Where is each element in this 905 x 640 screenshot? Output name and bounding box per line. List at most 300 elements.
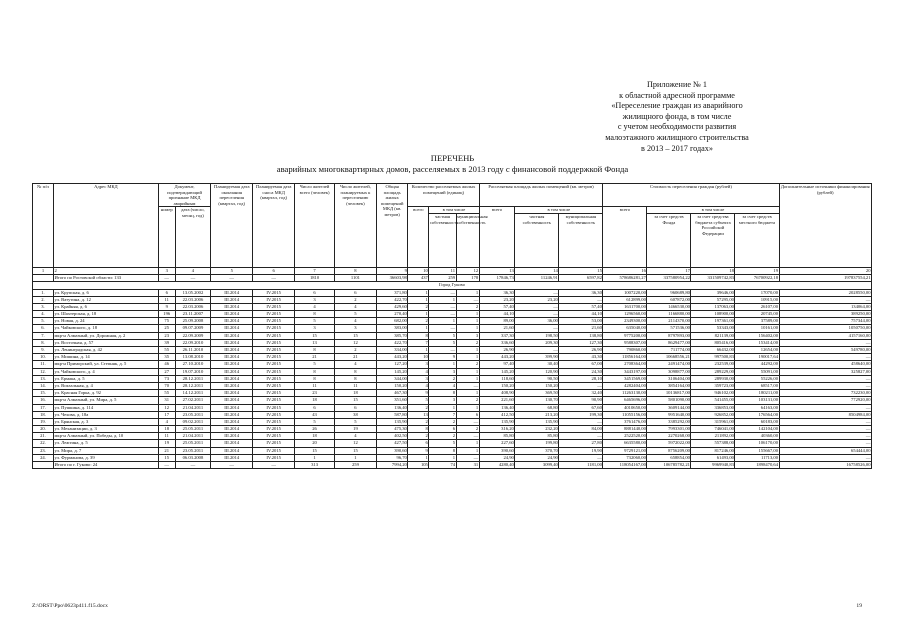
- table-cell: 134064,00: [779, 303, 871, 310]
- table-cell: 7: [429, 411, 456, 418]
- table-cell: 757344,00: [779, 318, 871, 325]
- table-cell: 145,20: [479, 368, 515, 375]
- table-row: [33, 311, 872, 318]
- table-cell: 2: [334, 347, 376, 354]
- table-cell: Итого по г. Гуково: 24: [53, 462, 158, 469]
- table-cell: 5: [429, 339, 456, 346]
- table-cell: 232,20: [515, 426, 559, 433]
- table-cell: ул. Крайняя, д. 6: [53, 303, 158, 310]
- table-cell: 2: [456, 397, 479, 404]
- table-cell: 103131,00: [735, 397, 779, 404]
- table-cell: 190017,64: [735, 354, 779, 361]
- table-cell: —: [559, 454, 603, 461]
- table-cell: 443,20: [376, 354, 407, 361]
- table-cell: 1: [456, 318, 479, 325]
- table-cell: 11713,00: [735, 454, 779, 461]
- table-cell: IV.2015: [253, 311, 295, 318]
- table-cell: 8: [429, 390, 456, 397]
- table-cell: 4: [334, 318, 376, 325]
- header-cost-local: за счет средств местного бюджета: [735, 213, 779, 267]
- header-cost: Стоимость переселения граждан (рублей): [603, 184, 779, 207]
- header-rooms-incl: в том числе: [429, 207, 479, 214]
- table-cell: 4: [334, 303, 376, 310]
- table-cell: 3: [295, 325, 335, 332]
- table-row: [33, 404, 872, 411]
- table-cell: 18: [334, 390, 376, 397]
- table-cell: 10668556,21: [647, 354, 691, 361]
- table-cell: —: [456, 454, 479, 461]
- table-cell: 137063,00: [691, 303, 735, 310]
- table-cell: 15: [559, 267, 603, 274]
- table-cell: ул. Крупская, д. 6: [53, 289, 158, 296]
- footer-file-path: Z:\ORST\Ppo\0623p411.f15.docx: [32, 603, 108, 609]
- table-cell: 2349300,00: [603, 318, 647, 325]
- table-cell: 9969940,83: [691, 462, 735, 469]
- table-cell: 12: [158, 404, 175, 411]
- heading-title: ПЕРЕЧЕНЬ: [430, 153, 475, 163]
- table-cell: 1181,00: [559, 462, 603, 469]
- table-cell: 90,90: [559, 397, 603, 404]
- table-cell: 635040,00: [603, 325, 647, 332]
- column-number-row: [33, 267, 872, 274]
- table-cell: 199,30: [559, 411, 603, 418]
- table-cell: 15: [334, 332, 376, 339]
- table-cell: IV.2015: [253, 397, 295, 404]
- table-cell: III.2014: [211, 390, 253, 397]
- table-cell: 6635580,00: [603, 440, 647, 447]
- table-cell: III.2014: [211, 454, 253, 461]
- table-cell: 1810: [295, 275, 335, 282]
- table-cell: 19: [334, 426, 376, 433]
- table-cell: 383,00: [376, 325, 407, 332]
- table-cell: III.2014: [211, 433, 253, 440]
- table-cell: 682,00: [376, 318, 407, 325]
- city-row: [33, 282, 872, 289]
- table-cell: 106170,00: [735, 440, 779, 447]
- table-cell: —: [559, 382, 603, 389]
- table-cell: 571536,00: [647, 325, 691, 332]
- table-cell: 75: [158, 318, 175, 325]
- table-cell: 960689,80: [647, 289, 691, 296]
- table-cell: 18: [691, 267, 735, 274]
- table-cell: 408,90: [479, 390, 515, 397]
- table-cell: ул. Лежтина, д. 5: [53, 440, 158, 447]
- table-cell: —: [429, 289, 456, 296]
- table-cell: 5: [334, 311, 376, 318]
- table-cell: 37589,00: [735, 318, 779, 325]
- table-cell: 6597,82: [559, 275, 603, 282]
- table-cell: 118054167,00: [603, 462, 647, 469]
- table-cell: 6: [429, 426, 456, 433]
- table-cell: ул. Ермака, д. 5: [53, 375, 158, 382]
- table-cell: ул. Вокзальная, д. 4: [53, 382, 158, 389]
- table-cell: 259: [429, 275, 456, 282]
- table-cell: 73: [158, 375, 175, 382]
- table-cell: 1: [456, 447, 479, 454]
- header-area-resettled: Расселяемая площадь жилых помещений (кв. метров): [479, 184, 603, 207]
- table-cell: Итого по Ростовской области: 133: [53, 275, 158, 282]
- table-cell: —: [515, 303, 559, 310]
- table-cell: 21.: [33, 433, 54, 440]
- table-cell: 2: [456, 339, 479, 346]
- table-row: [33, 397, 872, 404]
- table-cell: IV.2015: [253, 289, 295, 296]
- table-cell: 10161,00: [735, 325, 779, 332]
- table-cell: 6: [295, 289, 335, 296]
- table-cell: 127,30: [559, 339, 603, 346]
- table-cell: 3098877,00: [647, 368, 691, 375]
- table-row: [33, 339, 872, 346]
- table-cell: 11: [158, 296, 175, 303]
- table-cell: 23.11.2007: [175, 311, 211, 318]
- table-cell: 549780,00: [779, 347, 871, 354]
- table-cell: 1: [408, 454, 429, 461]
- table-cell: —: [429, 303, 456, 310]
- table-cell: 1: [456, 368, 479, 375]
- table-cell: 8629477,00: [647, 339, 691, 346]
- table-cell: 1101: [334, 275, 376, 282]
- table-cell: 1: [33, 267, 54, 274]
- table-row: [33, 454, 872, 461]
- table-cell: 4282404,00: [603, 382, 647, 389]
- table-row: [33, 418, 872, 425]
- table-cell: 9951640,00: [647, 411, 691, 418]
- table-cell: 176564,00: [735, 411, 779, 418]
- table-cell: 55226,00: [735, 375, 779, 382]
- table-cell: 1: [429, 296, 456, 303]
- table-cell: [33, 275, 54, 282]
- table-cell: 15: [158, 454, 175, 461]
- table-cell: —: [429, 311, 456, 318]
- table-cell: —: [456, 433, 479, 440]
- table-cell: 21,60: [559, 325, 603, 332]
- table-cell: —: [429, 325, 456, 332]
- table-cell: 2708364,00: [603, 361, 647, 368]
- table-cell: 28.12.2011: [175, 382, 211, 389]
- table-cell: 10: [408, 267, 429, 274]
- table-cell: 3854164,00: [647, 382, 691, 389]
- table-cell: 1: [429, 404, 456, 411]
- table-cell: 18: [295, 433, 335, 440]
- table-cell: 27,80: [559, 440, 603, 447]
- table-cell: 211892,00: [691, 433, 735, 440]
- header-doc-date: дата (число, месяц, год): [175, 207, 211, 268]
- table-cell: 135,90: [376, 418, 407, 425]
- table-cell: 25: [158, 325, 175, 332]
- table-cell: 22.09.2009: [175, 332, 211, 339]
- table-cell: 351,60: [376, 397, 407, 404]
- table-cell: 259: [334, 462, 376, 469]
- table-cell: 15: [334, 447, 376, 454]
- table-cell: 97,40: [479, 361, 515, 368]
- table-cell: 20: [295, 440, 335, 447]
- table-cell: 150,20: [479, 382, 515, 389]
- table-cell: 46: [158, 361, 175, 368]
- table-cell: 4010650,00: [603, 404, 647, 411]
- table-cell: —: [515, 289, 559, 296]
- table-cell: III.2014: [211, 411, 253, 418]
- table-cell: IV.2015: [253, 454, 295, 461]
- table-cell: 23.05.2011: [175, 411, 211, 418]
- table-cell: 5: [429, 332, 456, 339]
- table-cell: 1296560,00: [603, 311, 647, 318]
- heading-subtitle: аварийных многоквартирных домов, расселяемых в 2013 году с финансовой поддержкой Фонда: [276, 163, 629, 174]
- table-cell: 5972022,00: [647, 440, 691, 447]
- table-cell: 67,00: [559, 361, 603, 368]
- table-cell: 196: [158, 311, 175, 318]
- table-cell: —: [779, 296, 871, 303]
- table-cell: 16.: [33, 397, 54, 404]
- table-cell: III.2014: [211, 289, 253, 296]
- table-cell: 1: [295, 454, 335, 461]
- table-cell: 369,50: [515, 390, 559, 397]
- table-cell: —: [211, 462, 253, 469]
- table-cell: ул. Пушкина, д. 114: [53, 404, 158, 411]
- table-cell: 17070,00: [735, 289, 779, 296]
- table-cell: 12654,00: [735, 347, 779, 354]
- table-cell: 178: [456, 275, 479, 282]
- table-cell: 11: [429, 267, 456, 274]
- table-cell: 270,40: [376, 311, 407, 318]
- table-cell: —: [429, 347, 456, 354]
- table-cell: 32,40: [559, 390, 603, 397]
- table-cell: 2: [429, 433, 456, 440]
- table-cell: 31: [158, 397, 175, 404]
- table-cell: 1: [408, 311, 429, 318]
- table-cell: 8: [429, 447, 456, 454]
- table-cell: 2: [456, 426, 479, 433]
- table-cell: 2028550,00: [779, 289, 871, 296]
- table-cell: 399,90: [515, 354, 559, 361]
- table-cell: 3761476,00: [603, 418, 647, 425]
- table-cell: —: [158, 275, 175, 282]
- table-cell: —: [779, 433, 871, 440]
- table-cell: 13: [295, 339, 335, 346]
- table-cell: 313: [295, 462, 335, 469]
- table-cell: 654444,00: [779, 447, 871, 454]
- table-cell: III.2014: [211, 325, 253, 332]
- table-row: [33, 411, 872, 418]
- table-cell: 198,50: [515, 332, 559, 339]
- table-cell: 60183,00: [735, 418, 779, 425]
- table-cell: 1.: [33, 289, 54, 296]
- table-cell: 5: [429, 440, 456, 447]
- table-cell: 156402,00: [735, 332, 779, 339]
- appendix-line: малоэтажного жилищного строительства: [605, 132, 749, 142]
- table-cell: 5.: [33, 318, 54, 325]
- table-cell: 150,20: [515, 382, 559, 389]
- table-cell: 13.: [33, 375, 54, 382]
- table-cell: 2: [408, 303, 429, 310]
- table-cell: 8: [295, 375, 335, 382]
- header-rooms-municipal: муниципальная собственность: [456, 213, 479, 267]
- table-cell: 85,80: [479, 433, 515, 440]
- table-cell: 3: [429, 397, 456, 404]
- table-cell: 336,60: [479, 339, 515, 346]
- table-cell: 9: [158, 303, 175, 310]
- table-cell: 8797893,00: [647, 332, 691, 339]
- table-cell: 68517,00: [735, 382, 779, 389]
- table-cell: 145,20: [376, 368, 407, 375]
- table-cell: 67,60: [559, 404, 603, 411]
- table-cell: 36603,98: [376, 275, 407, 282]
- table-cell: 3385292,00: [647, 418, 691, 425]
- table-row: [33, 447, 872, 454]
- table-cell: 24,90: [479, 454, 515, 461]
- table-cell: IV.2015: [253, 433, 295, 440]
- table-row: [33, 440, 872, 447]
- header-residents: Число жителей всего (человек): [295, 184, 335, 268]
- header-rooms-private: частная собственность: [429, 213, 456, 267]
- table-cell: 09.02.2011: [175, 418, 211, 425]
- table-cell: 53,00: [559, 318, 603, 325]
- header-rooms-total: всего: [408, 207, 429, 268]
- table-cell: 3: [295, 296, 335, 303]
- table-cell: 1: [456, 289, 479, 296]
- table-cell: 142104,00: [735, 426, 779, 433]
- table-cell: —: [158, 462, 175, 469]
- table-row: [33, 390, 872, 397]
- table-cell: 22.03.2006: [175, 296, 211, 303]
- table-cell: IV.2015: [253, 382, 295, 389]
- table-cell: 289930,00: [691, 375, 735, 382]
- table-cell: 23.: [33, 447, 54, 454]
- table-cell: 9729121,00: [603, 447, 647, 454]
- table-row: [33, 318, 872, 325]
- table-cell: 7: [408, 339, 429, 346]
- table-cell: IV.2015: [253, 404, 295, 411]
- table-cell: 84,00: [559, 426, 603, 433]
- table-cell: 3609144,00: [647, 404, 691, 411]
- table-cell: 1: [408, 347, 429, 354]
- table-cell: 6.: [33, 325, 54, 332]
- table-cell: 136,40: [376, 404, 407, 411]
- table-cell: ул. Чайковского, д. 4: [53, 368, 158, 375]
- table-cell: 155667,00: [735, 447, 779, 454]
- table-cell: мкр-н Приморский, ул. Степняк, д. 5: [53, 361, 158, 368]
- table-cell: 10915,00: [735, 296, 779, 303]
- table-cell: 6465696,00: [603, 397, 647, 404]
- table-cell: 135,90: [479, 418, 515, 425]
- table-cell: 4280,40: [479, 462, 515, 469]
- table-cell: 19: [735, 267, 779, 274]
- header-planned-end: Планируемая дата окончания переселения (квартал, год): [211, 184, 253, 268]
- table-cell: 16: [603, 267, 647, 274]
- table-cell: —: [779, 404, 871, 411]
- header-cost-regional: за счет средства бюджета субъекта Российской Федерации: [691, 213, 735, 267]
- table-cell: 57,40: [479, 303, 515, 310]
- table-cell: IV.2015: [253, 332, 295, 339]
- document-heading: [0, 153, 905, 174]
- table-cell: 11856164,00: [603, 354, 647, 361]
- table-cell: 18: [295, 397, 335, 404]
- table-cell: III.2014: [211, 361, 253, 368]
- table-cell: III.2014: [211, 404, 253, 411]
- table-cell: 18: [158, 426, 175, 433]
- table-cell: 746041,00: [691, 426, 735, 433]
- table-cell: 30,40: [515, 361, 559, 368]
- table-cell: 7.: [33, 332, 54, 339]
- table-cell: 3: [408, 361, 429, 368]
- table-cell: III.2014: [211, 347, 253, 354]
- table-cell: —: [559, 433, 603, 440]
- table-cell: III.2014: [211, 332, 253, 339]
- table-cell: 1050750,00: [779, 325, 871, 332]
- table-row: [33, 347, 872, 354]
- table-cell: 14.: [33, 382, 54, 389]
- table-cell: 23.05.2011: [175, 447, 211, 454]
- appendix-line: к областной адресной программе: [619, 90, 735, 100]
- table-cell: 13: [408, 411, 429, 418]
- table-cell: III.2014: [211, 440, 253, 447]
- table-cell: 1: [408, 296, 429, 303]
- table-cell: 7: [295, 267, 335, 274]
- table-row: [33, 354, 872, 361]
- table-cell: 359723,00: [691, 382, 735, 389]
- table-cell: —: [779, 339, 871, 346]
- table-cell: 09.07.2009: [175, 325, 211, 332]
- table-cell: 325827,00: [779, 368, 871, 375]
- table-cell: [33, 462, 54, 469]
- table-cell: 1: [456, 404, 479, 411]
- table-cell: 26107,00: [735, 303, 779, 310]
- table-cell: 19.07.2010: [175, 368, 211, 375]
- table-cell: 4.: [33, 311, 54, 318]
- table-cell: 8756209,00: [647, 447, 691, 454]
- table-cell: 17.: [33, 404, 54, 411]
- table-cell: 108900,00: [691, 311, 735, 318]
- table-cell: 658854,00: [647, 454, 691, 461]
- table-cell: 11: [334, 382, 376, 389]
- table-cell: 6: [334, 289, 376, 296]
- table-cell: 85,80: [515, 433, 559, 440]
- table-cell: 7994,20: [376, 462, 407, 469]
- header-area-municipal: муниципальная собственность: [559, 213, 603, 267]
- table-cell: 9775200,00: [603, 332, 647, 339]
- table-cell: IV.2015: [253, 339, 295, 346]
- table-cell: 7993301,00: [647, 426, 691, 433]
- table-cell: 3: [334, 325, 376, 332]
- table-cell: 21.04.2011: [175, 433, 211, 440]
- table-cell: 24.: [33, 454, 54, 461]
- header-rooms-count: Количество расселяемых жилых помещений (единиц): [408, 184, 479, 207]
- table-cell: 24,90: [515, 454, 559, 461]
- table-cell: 4: [334, 433, 376, 440]
- table-cell: 2: [408, 318, 429, 325]
- table-cell: IV.2015: [253, 296, 295, 303]
- table-cell: 390,60: [376, 447, 407, 454]
- table-cell: 2: [456, 303, 479, 310]
- table-cell: 8: [408, 332, 429, 339]
- table-cell: 817246,00: [691, 447, 735, 454]
- table-cell: 24,30: [559, 368, 603, 375]
- header-area-private: частная собственность: [515, 213, 559, 267]
- table-cell: 6: [253, 267, 295, 274]
- table-cell: 43,30: [559, 354, 603, 361]
- table-cell: —: [779, 454, 871, 461]
- table-cell: —: [456, 382, 479, 389]
- table-cell: 227,60: [479, 440, 515, 447]
- appendix-line: жилищного фонда, в том числе: [622, 111, 732, 121]
- table-cell: 6: [295, 404, 335, 411]
- table-cell: 15.: [33, 390, 54, 397]
- table-cell: 8: [295, 311, 335, 318]
- table-cell: 422,70: [376, 339, 407, 346]
- table-cell: 3099,40: [515, 462, 559, 469]
- table-cell: 711774,00: [647, 347, 691, 354]
- table-cell: 4: [175, 267, 211, 274]
- table-cell: —: [515, 347, 559, 354]
